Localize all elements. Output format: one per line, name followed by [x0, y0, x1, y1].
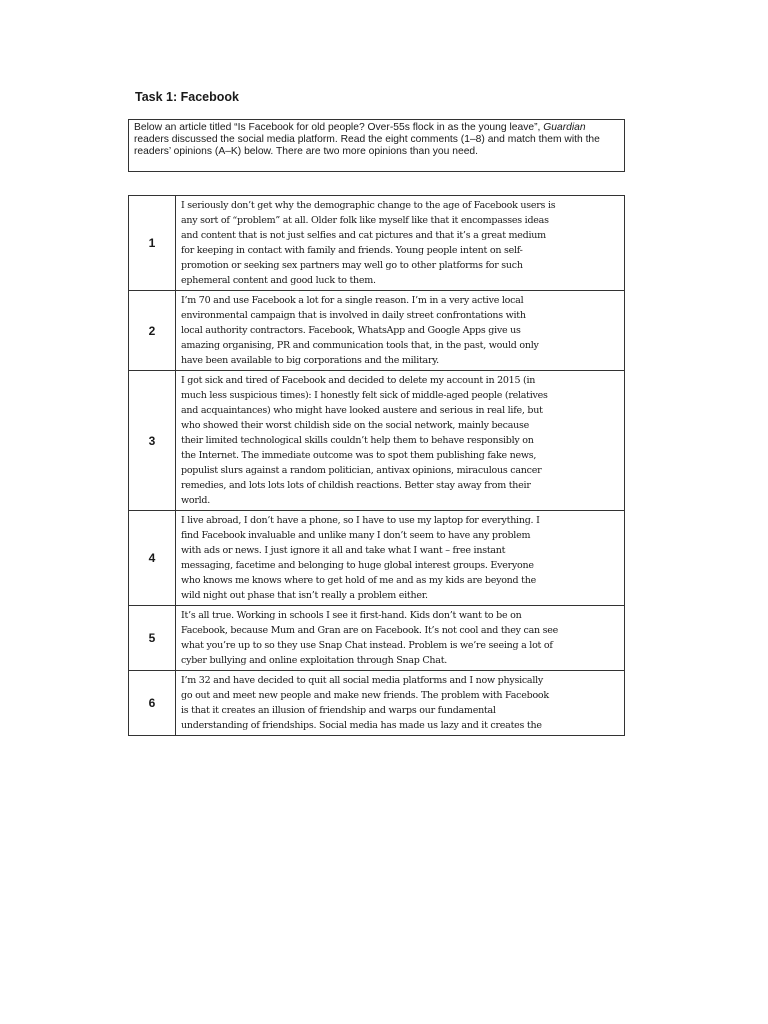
- instructions-text-start: Below an article titled “Is Facebook for old people? Over-55s flock in as the young leave”,: [134, 122, 541, 133]
- task-title: Task 1: Facebook: [135, 90, 239, 104]
- comment-line: with ads or news. I just ignore it all and take what I want – free instant: [181, 545, 506, 556]
- comment-number: 5: [129, 606, 176, 671]
- comment-row-4: [129, 511, 625, 606]
- comment-line: for keeping in contact with family and friends. Young people intent on self-: [181, 245, 523, 256]
- comment-number: 4: [129, 511, 176, 606]
- comment-line: It’s all true. Working in schools I see it first-hand. Kids don’t want to be on: [181, 610, 522, 621]
- comment-line: understanding of friendships. Social media has made us lazy and it creates the: [181, 720, 542, 731]
- comment-text: [176, 511, 625, 606]
- comment-line: populist slurs against a random politician, antivax opinions, miraculous cancer: [181, 465, 542, 476]
- comment-line: local authority contractors. Facebook, WhatsApp and Google Apps give us: [181, 325, 521, 336]
- comment-line: Facebook, because Mum and Gran are on Facebook. It’s not cool and they can see: [181, 625, 559, 636]
- comment-line: is that it creates an illusion of friendship and warps our fundamental: [181, 705, 496, 716]
- comment-line: I got sick and tired of Facebook and decided to delete my account in 2015 (in: [181, 375, 536, 386]
- comment-text: [176, 371, 625, 511]
- comment-text: [176, 671, 625, 736]
- comment-number: 2: [129, 291, 176, 371]
- comment-line: messaging, facetime and belonging to huge global interest groups. Everyone: [181, 560, 534, 571]
- comment-text: [176, 606, 625, 671]
- comment-line: go out and meet new people and make new friends. The problem with Facebook: [181, 690, 549, 701]
- comment-row-2: [129, 291, 625, 371]
- comment-line: much less suspicious times): I honestly felt sick of middle-aged people (relatives: [181, 390, 548, 401]
- comment-line: remedies, and lots lots lots of childish reactions. Better stay away from their: [181, 480, 531, 491]
- comment-line: I live abroad, I don’t have a phone, so I have to use my laptop for everything. I: [181, 515, 540, 526]
- instructions-text-end: readers discussed the social media platform. Read the eight comments (1–8) and match them with the readers’ opinions (A–K) below. There are two more opinions than you need.: [134, 134, 600, 158]
- comment-line: wild night out phase that isn’t really a problem either.: [181, 590, 428, 601]
- comment-line: amazing organising, PR and communication tools that, in the past, would only: [181, 340, 539, 351]
- comment-row-3: [129, 371, 625, 511]
- comment-line: who showed their worst childish side on the social network, mainly because: [181, 420, 530, 431]
- instructions-box: [128, 119, 625, 172]
- comment-number: 6: [129, 671, 176, 736]
- comment-line: I seriously don’t get why the demographic change to the age of Facebook users is: [181, 200, 556, 211]
- comment-line: and acquaintances) who might have looked austere and serious in real life, but: [181, 405, 543, 416]
- comment-line: have been available to big corporations and the military.: [181, 355, 439, 366]
- comment-number: 3: [129, 371, 176, 511]
- comment-line: what you’re up to so they use Snap Chat instead. Problem is we’re seeing a lot of: [181, 640, 553, 651]
- comment-row-1: [129, 196, 625, 291]
- comment-line: and content that is not just selfies and cat pictures and that it’s a great medium: [181, 230, 546, 241]
- comment-text: [176, 196, 625, 291]
- comment-line: the Internet. The immediate outcome was to spot them publishing fake news,: [181, 450, 537, 461]
- comment-line: find Facebook invaluable and unlike many I don’t seem to have any problem: [181, 530, 531, 541]
- comment-row-6: [129, 671, 625, 736]
- comment-line: environmental campaign that is involved in daily street confrontations with: [181, 310, 526, 321]
- comment-line: I’m 32 and have decided to quit all social media platforms and I now physically: [181, 675, 544, 686]
- comment-line: world.: [181, 495, 211, 506]
- comment-line: who knows me knows where to get hold of me and as my kids are beyond the: [181, 575, 536, 586]
- comment-line: promotion or seeking sex partners may well go to other platforms for such: [181, 260, 523, 271]
- comment-line: cyber bullying and online exploitation through Snap Chat.: [181, 655, 448, 666]
- comment-number: 1: [129, 196, 176, 291]
- comment-line: I’m 70 and use Facebook a lot for a single reason. I’m in a very active local: [181, 295, 524, 306]
- comment-line: their limited technological skills couldn’t help them to behave responsibly on: [181, 435, 534, 446]
- comment-row-5: [129, 606, 625, 671]
- comments-table: [128, 195, 625, 736]
- comment-text: [176, 291, 625, 371]
- comment-line: any sort of “problem” at all. Older folk like myself like that it encompasses ideas: [181, 215, 549, 226]
- comment-line: ephemeral content and good luck to them.: [181, 275, 376, 286]
- instructions-guardian: Guardian: [543, 122, 586, 133]
